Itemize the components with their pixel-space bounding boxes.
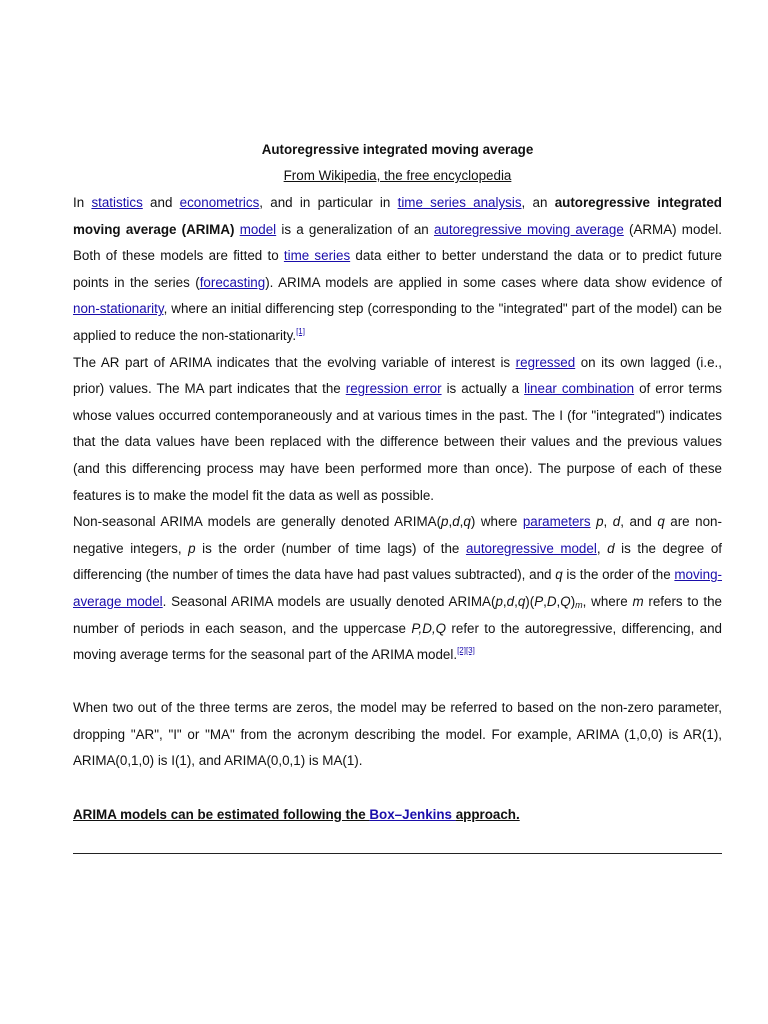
link-time-series[interactable]: time series	[283, 248, 351, 264]
horizontal-rule	[73, 853, 722, 854]
link-econometrics[interactable]: econometrics	[179, 195, 260, 210]
link-autoregressive-model[interactable]: autoregressive model	[465, 540, 597, 556]
document-body	[73, 140, 722, 828]
reference-1[interactable]: [1]	[296, 326, 305, 336]
paragraph-zero-terms: When two out of the three terms are zeros, the model may be referred to based on the non-zero parameter, dropping "AR", "I" or "MA" from the acronym describing the model. For example, ARIMA (1,0,0) is AR(1), ARIMA(0,1,0) is I(1), and ARIMA(0,0,1) is MA(1).	[73, 700, 722, 769]
reference-2-3[interactable]: [2][3]	[457, 646, 475, 656]
link-linear-combination[interactable]: linear combination	[524, 381, 635, 397]
link-forecasting[interactable]: forecasting	[199, 274, 266, 290]
subtitle-text: From Wikipedia, the free encyclopedia	[283, 168, 512, 183]
bold-term-arima: autoregressive integrated moving average (ARIMA)	[73, 195, 722, 237]
link-box-jenkins[interactable]: Box–Jenkins	[369, 806, 456, 822]
closing-line: ARIMA models can be estimated following the Box–Jenkins approach.	[73, 806, 520, 822]
paragraph-gap	[73, 775, 722, 802]
link-non-stationarity[interactable]: non-stationarity	[73, 301, 164, 317]
paragraph-gap	[73, 669, 722, 696]
link-regression-error[interactable]: regression error	[345, 381, 442, 397]
link-time-series-analysis[interactable]: time series analysis	[397, 195, 522, 210]
link-model[interactable]: model	[239, 221, 277, 237]
link-parameters[interactable]: parameters	[522, 514, 591, 530]
paragraph-intro: In statistics and econometrics, and in particular in time series analysis, an autoregressive integrated moving average (ARIMA) model is a generalization of an autoregressive moving average (ARMA) model. Both of these models are fitted to time series data either to better understand the data or to predict future points in the series (forecasting). ARIMA models are applied in some cases where data show evidence of non-stationarity, where an initial differencing step (corresponding to the "integrated" part of the model) can be applied to reduce the non-stationarity.[1]	[73, 195, 722, 343]
page-subtitle	[73, 166, 722, 186]
paragraph-ar-ma: The AR part of ARIMA indicates that the evolving variable of interest is regressed on its own lagged (i.e., prior) values. The MA part indicates that the regression error is actually a linear combination of error terms whose values occurred contemporaneously and at various times in the past. The I (for "integrated") indicates that the data values have been replaced with the difference between their values and the previous values (and this differencing process may have been performed more than once). The purpose of each of these features is to make the model fit the data as well as possible.	[73, 354, 723, 503]
link-statistics[interactable]: statistics	[91, 195, 143, 210]
paragraph-notation: Non-seasonal ARIMA models are generally denoted ARIMA(p,d,q) where parameters p, d, and q are non-negative integers, p is the order (number of time lags) of the autoregressive model, d is the degree of differencing (the number of times the data have had past values subtracted), and q is the order of the moving-average model. Seasonal ARIMA models are usually denoted $ARIMA(p,d,q)(P,D,Q)_m$, where m refers to the number of periods in each season, and the uppercase P,D,Q refer to the autoregressive, differencing, and moving average terms for the seasonal part of the ARIMA model.[2][3]	[73, 514, 723, 663]
link-regressed[interactable]: regressed	[515, 354, 576, 370]
link-autoregressive-moving-average[interactable]: autoregressive moving average	[433, 221, 624, 237]
link-moving-average-model[interactable]: moving-average model	[73, 567, 723, 609]
page-title: Autoregressive integrated moving average	[261, 142, 534, 157]
